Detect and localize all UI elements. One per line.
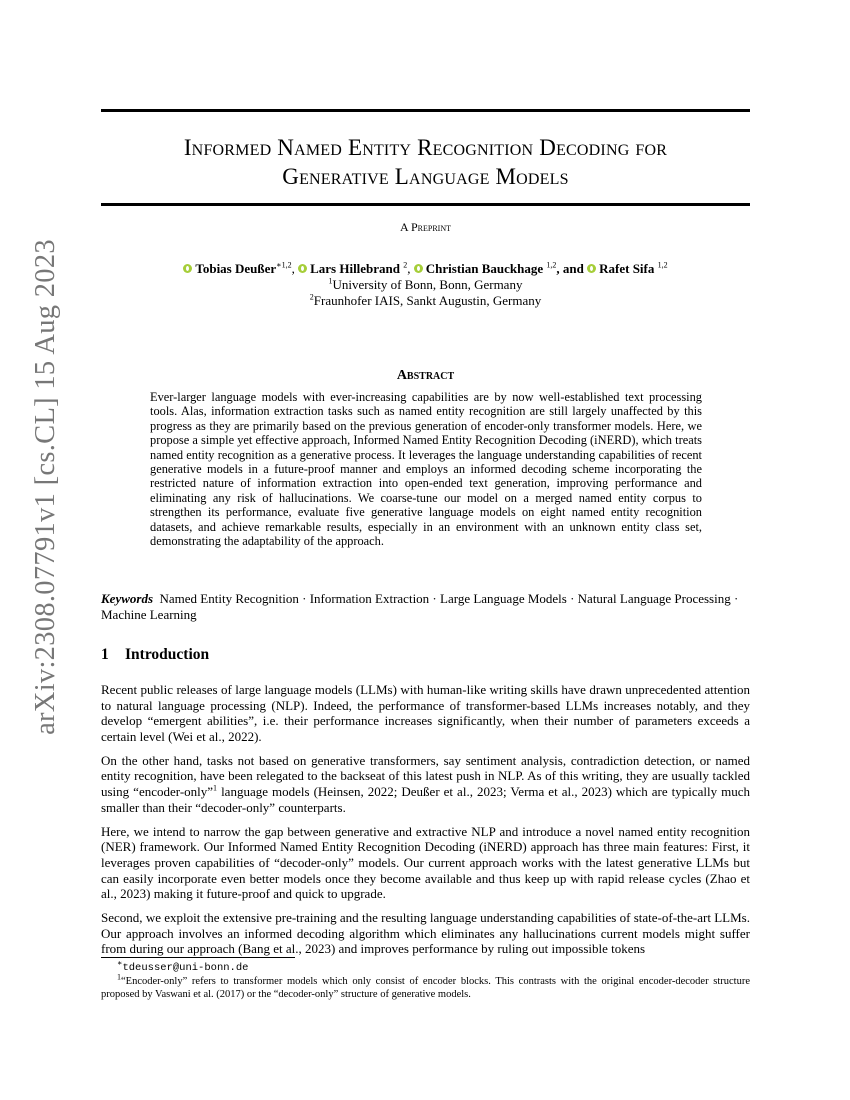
email-link[interactable]: tdeusser@uni-bonn.de [122,962,249,974]
author-name: Christian Bauckhage [425,261,544,276]
author-name: Lars Hillebrand [310,261,401,276]
title-rule-bottom [101,203,750,206]
paragraph: Recent public releases of large language models (LLMs) with human-like writing skills have drawn unprecedented attention to natural language processing (NLP). Indeed, the performance of transformer-based LLMs increases notably, and they develop “emergent abilities”, i.e. their performance increases significantly, when their number of parameters exceeds a certain level (Wei et al., 2022). [101,682,750,744]
orcid-icon[interactable] [298,264,307,273]
author-separator: , and [556,261,584,276]
paragraph [101,753,750,815]
author-affiliation-mark: 2 [403,260,408,270]
footnotes [101,958,750,1001]
affiliation-mark: 2 [309,292,314,302]
author-affiliation-mark: 1,2 [546,260,557,270]
author-line: Tobias Deußer$^{∗1,2}$, Lars Hillebrand $^2$, Christian Bauckhage $^{1,2}$, and Rafet Sifa $^{1,2}$ [101,261,750,277]
title-rule-top [101,109,750,112]
author-name: Tobias Deußer [195,261,277,276]
footnote-mark: 1 [117,972,121,982]
author-affiliation-mark: 1,2 [657,260,668,270]
paper-title [101,133,750,191]
orcid-icon[interactable] [587,264,596,273]
paragraph: Second, we exploit the extensive pre-training and the resulting language understanding capabilities of state-of-the-art LLMs. Our approach involves an informed decoding algorithm which eliminates any hallucinations current models might suffer from during our approach (Bang et al., 2023) and improves performance by ruling out impossible tokens [101,910,750,957]
footnote [101,972,750,1001]
paragraph: Here, we intend to narrow the gap between generative and extractive NLP and introduce a novel named entity recognition (NER) framework. Our Informed Named Entity Recognition Decoding (iNERD) approach has three main features: First, it leverages proven capabilities of “decoder-only” models. Our current approach works with the latest generative LLMs but can easily incorporate even better models once they become available and thus keep up with rapid release cycles (Zhao et al., 2023) making it future-proof and quick to upgrade. [101,823,750,902]
author-name: Rafet Sifa [599,261,655,276]
affiliation-text: University of Bonn, Bonn, Germany [332,277,523,292]
affiliation-text: Fraunhofer IAIS, Sankt Augustin, Germany [313,293,542,308]
section-body [101,682,750,966]
footnote-text: “Encoder-only” refers to transformer models which only consist of encoder blocks. This contrasts with the original encoder-decoder structure proposed by Vaswani et al. (2017) or the “decoder-only” structure of generative models. [101,976,750,1000]
keywords-label: Keywords [101,591,153,606]
footnote-marker[interactable]: 1 [213,783,218,793]
arxiv-stamp: arXiv:2308.07791v1 [cs.CL] 15 Aug 2023 [30,239,61,735]
footnote-email [101,958,750,975]
author-affiliation-mark: ∗1,2 [276,260,292,270]
preprint-label: A Preprint [399,220,451,234]
affiliation [101,293,750,309]
orcid-icon[interactable] [183,264,192,273]
paragraph-text: language models (Heinsen, 2022; Deußer et al., 2023; Verma et al., 2023) which are typically much smaller than their “decoder-only” counterparts. [101,784,750,815]
footnote-mark: ∗ [117,958,123,968]
abstract-text: Ever-larger language models with ever-increasing capabilities are by now well-established text processing tools. Alas, information extraction tasks such as named entity recognition are still largely unaffected by this progress as they are primarily based on the previous generation of encoder-only transformer models. Here, we propose a simple yet effective approach, Informed Named Entity Recognition Decoding (iNERD), which treats named entity recognition as a generative process. It leverages the language understanding capabilities of recent generative models in a future-proof manner and employs an informed decoding scheme incorporating the restricted nature of information extraction into open-ended text generation, improving performance and eliminating any risk of hallucinations. We coarse-tune our model on a merged named entity corpus to strengthen its performance, evaluate five generative language models on eight named entity recognition datasets, and achieve remarkable results, especially in an environment with an unknown entity class set, demonstrating the adaptability of the approach. [150,390,702,549]
affiliation-mark: 1 [328,276,333,286]
keywords [101,591,750,623]
section-title: Introduction [125,646,210,663]
title-line-1: Informed Named Entity Recognition Decoding for [183,135,668,160]
author-block [101,261,750,309]
orcid-icon[interactable] [414,264,423,273]
title-line-2: Generative Language Models [282,164,569,189]
affiliation [101,277,750,293]
abstract-heading: Abstract [396,368,455,383]
section-heading [101,646,209,664]
paragraph-text: On the other hand, tasks not based on generative transformers, say sentiment analysis, contradiction detection, or named entity recognition, have been relegated to the backseat of this latest push in NLP. As of this writing, they are usually tackled using “encoder-only” [101,752,750,800]
footnote-rule [101,957,295,958]
keywords-text: Named Entity Recognition · Information Extraction · Large Language Models · Natural Language Processing · Machine Learning [101,591,739,622]
section-number: 1 [101,646,109,663]
